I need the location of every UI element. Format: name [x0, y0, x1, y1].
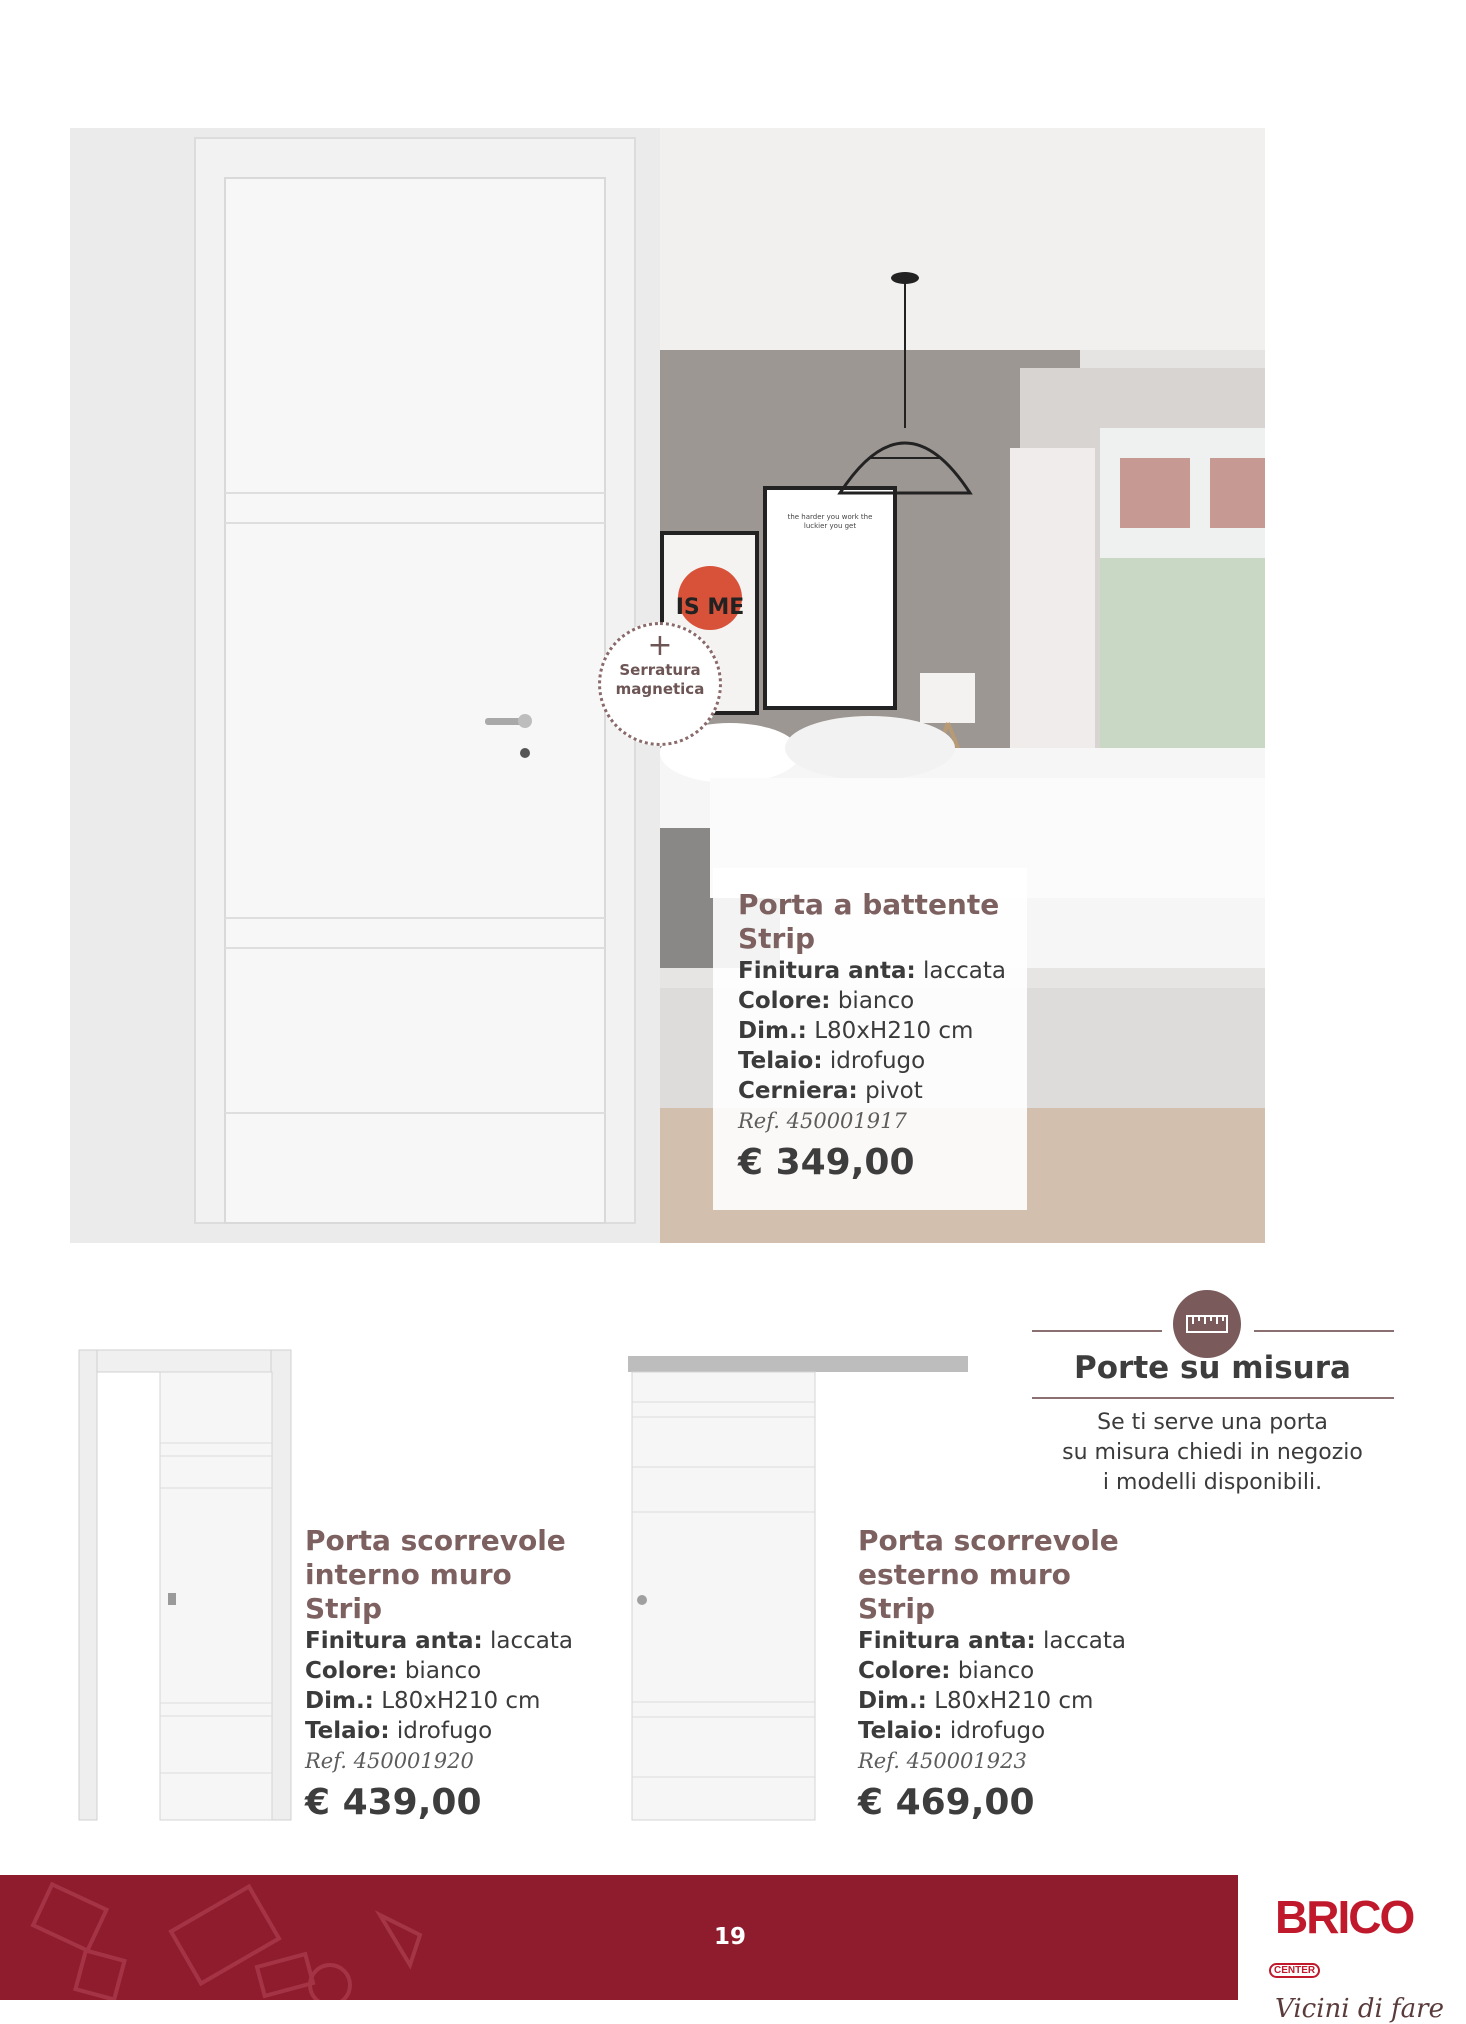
brand-tagline: Vicini di fare — [1275, 1994, 1444, 2024]
door-pull — [168, 1593, 176, 1605]
misura-line-3: i modelli disponibili. — [1102, 1470, 1323, 1495]
spec-row: Colore: bianco — [738, 988, 915, 1014]
tools-pattern — [0, 1875, 1238, 2000]
misura-text — [1030, 1408, 1395, 1498]
product-title-line-2: esterno muro — [858, 1558, 1071, 1591]
spec-row: Finitura anta: laccata — [738, 958, 1006, 984]
product-title-line-2: interno muro — [305, 1558, 512, 1591]
door-pull — [637, 1595, 647, 1605]
page-number: 19 — [713, 1924, 746, 1950]
brand-name: BRICO — [1275, 1891, 1414, 1943]
divider-bottom — [1032, 1397, 1394, 1399]
poster-right-text: the harder you work the luckier you get — [787, 513, 873, 530]
feature-badge — [598, 622, 722, 746]
spec-row: Finitura anta: laccata — [858, 1628, 1126, 1654]
pocket-door-image — [75, 1348, 295, 1823]
plus-icon: + — [647, 628, 673, 663]
product-ref: Ref. 450001917 — [738, 1109, 907, 1133]
spec-row: Dim.: L80xH210 cm — [858, 1688, 1094, 1714]
door-leaf — [225, 178, 605, 1223]
spec-row: Telaio: idrofugo — [305, 1718, 493, 1744]
spec-row: Dim.: L80xH210 cm — [738, 1018, 974, 1044]
product-card-esterno — [858, 1524, 1158, 1828]
spec-row: Cerniera: pivot — [738, 1078, 923, 1104]
poster-left-text: IS ME — [675, 595, 745, 620]
sliding-rail — [628, 1356, 968, 1372]
badge-line-1: Serratura — [619, 661, 701, 679]
product-title: Porta scorrevole — [858, 1524, 1119, 1557]
misura-title: Porte su misura — [1074, 1350, 1351, 1386]
divider-right — [1254, 1330, 1394, 1332]
brand-logo — [1275, 1890, 1455, 2024]
product-title-line-3: Strip — [305, 1592, 382, 1625]
product-title: Porta a battente — [738, 888, 1000, 921]
spec-row: Finitura anta: laccata — [305, 1628, 573, 1654]
footer-band — [0, 1875, 1238, 2000]
product-price: € 469,00 — [858, 1782, 1035, 1823]
product-card-interno — [305, 1524, 605, 1828]
product-price: € 349,00 — [738, 1142, 915, 1183]
divider-left — [1032, 1330, 1162, 1332]
product-price: € 439,00 — [305, 1782, 482, 1823]
bedside-lamp — [920, 673, 975, 723]
misura-line-1: Se ti serve una porta — [1097, 1410, 1328, 1435]
spec-row: Colore: bianco — [305, 1658, 482, 1684]
misura-line-2: su misura chiedi in negozio — [1062, 1440, 1363, 1465]
product-title: Porta scorrevole — [305, 1524, 566, 1557]
product-ref: Ref. 450001923 — [858, 1749, 1027, 1773]
product-title-line-3: Strip — [858, 1592, 935, 1625]
badge-line-2: magnetica — [615, 680, 705, 698]
hero-product-card — [713, 868, 1027, 1210]
brand-tag: CENTER — [1269, 1963, 1320, 1978]
spec-row: Colore: bianco — [858, 1658, 1035, 1684]
product-ref: Ref. 450001920 — [305, 1749, 474, 1773]
spec-row: Telaio: idrofugo — [738, 1048, 926, 1074]
ruler-icon — [1173, 1290, 1241, 1358]
product-title-line-2: Strip — [738, 922, 815, 955]
spec-row: Telaio: idrofugo — [858, 1718, 1046, 1744]
spec-row: Dim.: L80xH210 cm — [305, 1688, 541, 1714]
